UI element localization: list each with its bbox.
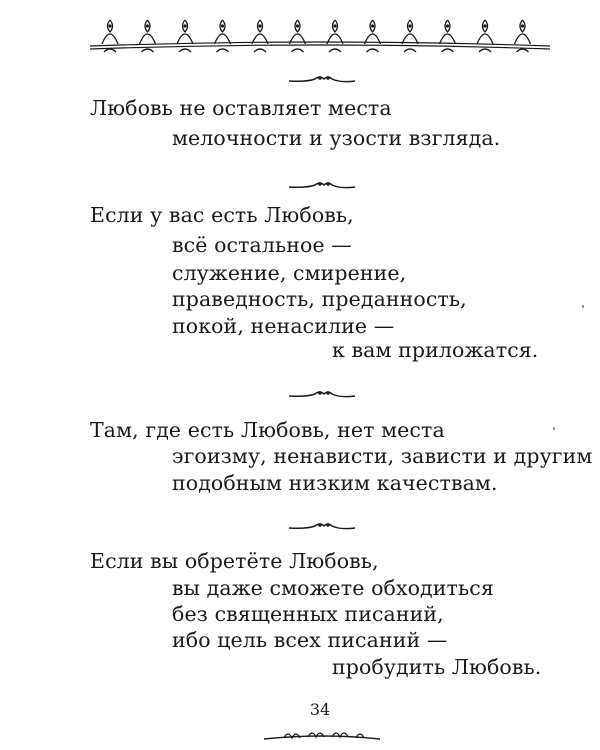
stanza-3-line-3: подобным низким качествам. — [172, 471, 498, 495]
top-ornament-border — [90, 18, 550, 58]
ornament-unit-icon — [290, 20, 306, 52]
stanza-2-line-4: праведность, преданность, — [172, 287, 467, 311]
stanza-4-line-5: пробудить Любовь. — [332, 655, 542, 679]
ornament-unit-icon — [327, 20, 343, 52]
stanza-2-line-5: покой, ненасилие — — [172, 314, 395, 338]
stanza-2-line-1: Если у вас есть Любовь, — [90, 203, 354, 227]
stanza-2-line-2: всё остальное — — [172, 233, 352, 257]
divider-ornament-4 — [287, 519, 357, 533]
scan-speck — [582, 305, 584, 308]
divider-ornament-1 — [287, 72, 357, 86]
ornament-unit-icon — [177, 20, 193, 52]
divider-ornament-2 — [287, 178, 357, 192]
ornament-unit-icon — [515, 20, 531, 52]
ornament-unit-icon — [252, 20, 268, 52]
ornament-unit-icon — [402, 20, 418, 52]
stanza-1-line-1: Любовь не оставляет места — [90, 96, 392, 120]
stanza-1-line-2: мелочности и узости взгляда. — [172, 126, 501, 150]
ornament-unit-icon — [365, 20, 381, 52]
stanza-2-line-6: к вам приложатся. — [332, 338, 539, 362]
page-number: 34 — [309, 700, 331, 719]
divider-ornament-3 — [287, 387, 357, 401]
ornament-unit-icon — [440, 20, 456, 52]
stanza-4-line-3: без священных писаний, — [172, 602, 444, 626]
bottom-ornament-border — [262, 727, 382, 745]
stanza-4-line-2: вы даже сможете обходиться — [172, 576, 494, 600]
scan-speck — [553, 427, 555, 430]
stanza-4-line-4: ибо цель всех писаний — — [172, 628, 448, 652]
stanza-3-line-2: эгоизму, ненависти, зависти и другим — [172, 444, 593, 468]
stanza-2-line-3: служение, смирение, — [172, 261, 407, 285]
ornament-unit-icon — [215, 20, 231, 52]
ornament-unit-icon — [102, 20, 118, 52]
stanza-4-line-1: Если вы обретёте Любовь, — [90, 549, 379, 573]
stanza-3-line-1: Там, где есть Любовь, нет места — [90, 418, 445, 442]
